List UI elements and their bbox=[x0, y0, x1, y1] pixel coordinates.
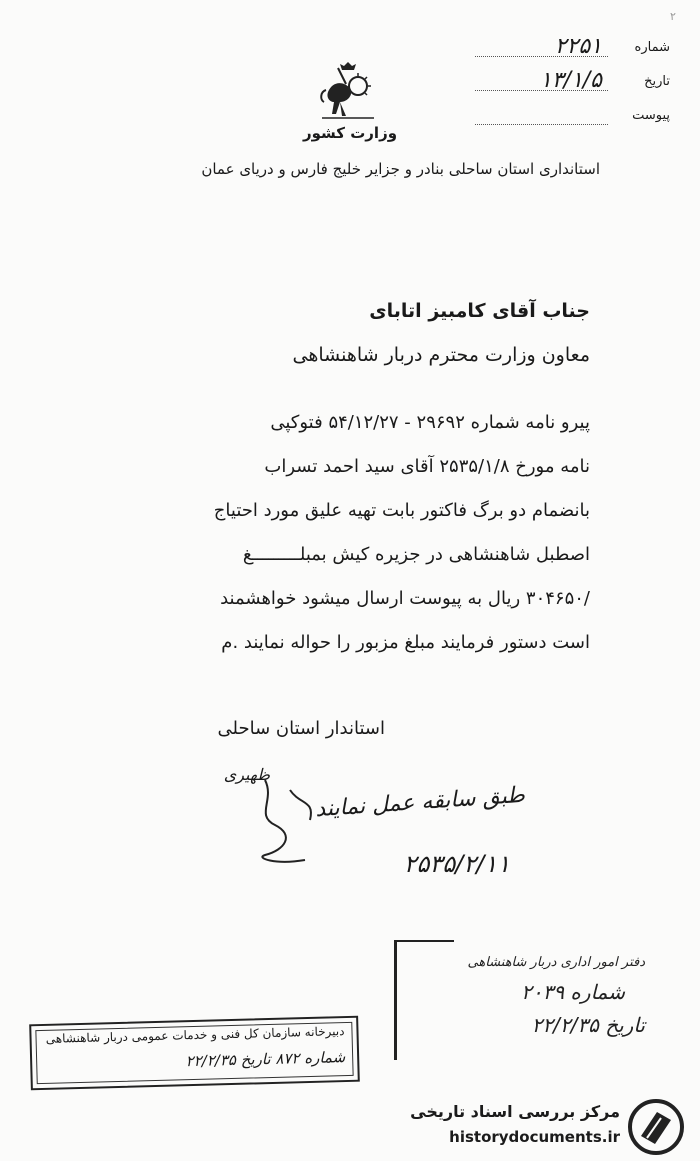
handwritten-note: طبق سابقه عمل نمایند bbox=[314, 782, 526, 823]
stamp-right-number: شماره ۲۰۳۹ bbox=[521, 980, 625, 1004]
date-label: تاریخ bbox=[644, 74, 670, 89]
stamp-border-vertical bbox=[394, 940, 397, 1060]
watermark-url: historydocuments.ir bbox=[449, 1128, 620, 1146]
body-line-5: /۳۰۴۶۵۰ ریال به پیوست ارسال میشود خواهشمند bbox=[220, 588, 590, 609]
archive-logo-icon bbox=[627, 1098, 685, 1156]
letter-attachment-row bbox=[475, 104, 670, 130]
attachment-label: پیوست bbox=[632, 108, 670, 123]
stamp-right-date: تاریخ ۲۲/۲/۳۵ bbox=[531, 1013, 645, 1037]
number-value: ۲۲۵۱ bbox=[554, 34, 602, 59]
body-line-3: بانضمام دو برگ فاکتور بابت تهیه علیق مورد احتیاج bbox=[213, 500, 590, 521]
letter-date-row bbox=[475, 70, 670, 96]
date-underline bbox=[475, 90, 608, 91]
watermark-name: مرکز بررسی اسناد تاریخی bbox=[410, 1102, 620, 1121]
addressee-title: معاون وزارت محترم دربار شاهنشاهی bbox=[292, 344, 590, 366]
lion-and-sun-emblem-icon bbox=[318, 62, 378, 124]
receipt-stamp-left bbox=[29, 1016, 360, 1091]
handwritten-date: ۲۵۳۵/۲/۱۱ bbox=[403, 850, 510, 878]
date-value: ۱۳/۱/۵ bbox=[539, 68, 602, 93]
attachment-underline bbox=[475, 124, 608, 125]
addressee-name: جناب آقای کامبیز اتابای bbox=[369, 300, 590, 322]
ministry-name: وزارت کشور bbox=[302, 124, 398, 142]
body-line-1: پیرو نامه شماره ۲۹۶۹۲ - ۵۴/۱۲/۲۷ فتوکپی bbox=[270, 412, 590, 433]
letter-number-row bbox=[475, 36, 670, 62]
scan-mark: ۲ bbox=[670, 10, 676, 23]
body-line-2: نامه مورخ ۲۵۳۵/۱/۸ آقای سید احمد تسراب bbox=[264, 456, 590, 477]
body-line-6: است دستور فرمایند مبلغ مزبور را حواله نمایند .م bbox=[221, 632, 590, 653]
signature-title: استاندار استان ساحلی bbox=[217, 718, 385, 739]
receipt-stamp-right bbox=[400, 945, 665, 1060]
stamp-border-horizontal bbox=[394, 940, 454, 942]
body-line-4: اصطبل شاهنشاهی در جزیره کیش بمبلـــــــــغ bbox=[242, 544, 590, 565]
stamp-left-number-date: شماره ۸۷۲ تاریخ ۲۲/۲/۳۵ bbox=[185, 1048, 346, 1071]
number-label: شماره bbox=[634, 40, 670, 55]
stamp-right-office: دفتر امور اداری دربار شاهنشاهی bbox=[467, 955, 645, 970]
watermark bbox=[405, 1098, 695, 1158]
stamp-left-office: دبیرخانه سازمان کل فنی و خدمات عمومی دربار شاهنشاهی bbox=[45, 1024, 345, 1046]
governorate-name: استانداری استان ساحلی بنادر و جزایر خلیج فارس و دریای عمان bbox=[201, 160, 600, 178]
signature-name: ظهیری bbox=[223, 765, 270, 784]
number-underline bbox=[475, 56, 608, 57]
